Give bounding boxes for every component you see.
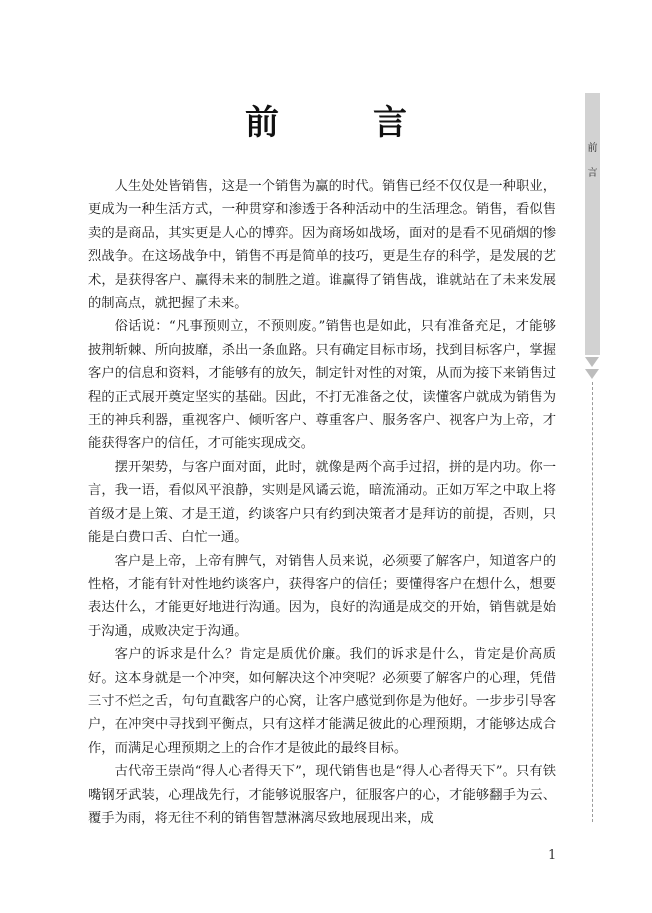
margin-dashed-rule bbox=[592, 382, 593, 822]
paragraph: 客户是上帝，上帝有脾气，对销售人员来说，必须要了解客户，知道客户的性格，才能有针对性地约谈客户，获得客户的信任；要懂得客户在想什么，想要表达什么，才能更好地进行沟通。因为，良好的沟通是成交的开始，销售就是始于沟通，成败决定于沟通。 bbox=[88, 553, 556, 639]
paragraph: 摆开架势，与客户面对面，此时，就像是两个高手过招，拼的是内功。你一言，我一语，看似风平浪静，实则是风谲云诡，暗流涌动。正如万军之中取上将首级才是上策、才是王道，约谈客户只有约到决策者才是拜访的前提，否则，只能是白费口舌、白忙一通。 bbox=[88, 459, 556, 546]
body-text bbox=[88, 175, 556, 830]
paragraph: 俗话说：“凡事预则立，不预则废。”销售也是如此，只有准备充足，才能够披荆斩棘、所向披靡，杀出一条血路。只有确定目标市场，找到目标客户，掌握客户的信息和资料，才能够有的放矢，制定针对性的对策，从而为接下来销售过程的正式展开奠定坚实的基础。因此，不打无准备之仗，读懂客户就成为销售为王的神兵利器，重视客户、倾听客户、尊重客户、服务客户、视客户为上帝，才能获得客户的信任，才可能实现成交。 bbox=[88, 319, 556, 452]
side-tab-char-2: 言 bbox=[587, 168, 598, 179]
page-number: 1 bbox=[548, 848, 557, 863]
paragraph: 古代帝王崇尚“得人心者得天下”，现代销售也是“得人心者得天下”。只有铁嘴钢牙武装，心理战先行，才能够说服客户，征服客户的心，才能够翻手为云、覆手为雨，将无往不利的销售智慧淋漓尽致地展现出来，成 bbox=[88, 764, 556, 826]
chapter-side-tab bbox=[585, 93, 600, 355]
chapter-side-tab-label bbox=[585, 136, 600, 186]
paragraph: 人生处处皆销售，这是一个销售为赢的时代。销售已经不仅仅是一种职业，更成为一种生活方式，一种贯穿和渗透于各种活动中的生活理念。销售，看似售卖的是商品，其实更是人心的博弈。因为商场如战场，面对的是看不见硝烟的惨烈战争。在这场战争中，销售不再是简单的技巧，更是生存的科学，是发展的艺术，是获得客户、赢得未来的制胜之道。谁赢得了销售战，谁就站在了未来发展的制高点，就把握了未来。 bbox=[88, 179, 556, 312]
paragraph: 客户的诉求是什么？肯定是质优价廉。我们的诉求是什么，肯定是价高质好。这本身就是一个冲突，如何解决这个冲突呢？必须要了解客户的心理，凭借三寸不烂之舌，句句直戳客户的心窝，让客户感觉到你是为他好。一步步引导客户，在冲突中寻找到平衡点，只有这样才能满足彼此的心理预期，才能够达成合作，而满足心理预期之上的合作才是彼此的最终目标。 bbox=[88, 647, 556, 756]
side-tab-char-1: 前 bbox=[587, 143, 598, 154]
down-triangle-icon bbox=[585, 369, 599, 379]
down-triangle-icon bbox=[585, 357, 599, 367]
page-title: 前 言 bbox=[245, 103, 437, 143]
